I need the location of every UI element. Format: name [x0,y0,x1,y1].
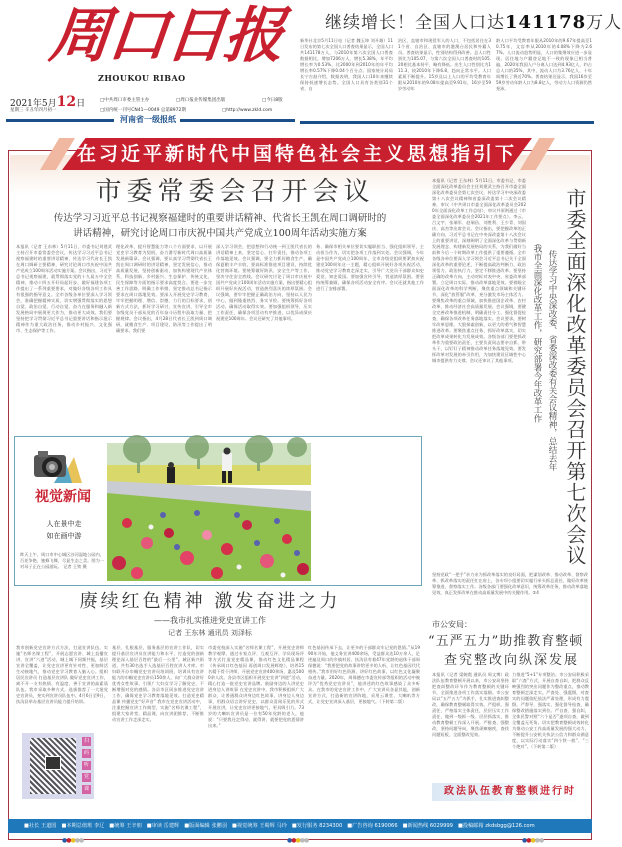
footer-item: ■视觉统筹 王蜀辉 马玲 [232,823,287,829]
story2-headline[interactable]: 赓续红色精神 激发奋进之力 [79,591,341,612]
top-story-col-2: 治区、直辖市和现役军人的人口，不包括居住在31个省、自治区、直辖市的港澳台居民和外籍人员。普查结果显示，性别结构得到改善。总人口性别比为105.07，与第六次全国人口普查时的105.20相比基本持平，略有降低。出生人口性别比为111.3，较2010年下降6.8，趋向正常水平。人口素质不断提升。15岁及以上人口的平均受教育年限从2010年的9.08年提高至9.91年，16岁至59岁劳动年 [398,38,491,91]
date-month: 5 [41,99,48,109]
story2-col-4: 红色基因传承下去，让更多的干部群众牢记党的恩情。”从1990年开始，他义务宣讲400余场，受益群众达10万余人，足迹遍及周口的乡镇村居。扶沟县有着47年党龄的退休干部周保德说：“我要把党的故事讲给更多的人听，让红色基因代代相传。”我市用好红色资源，讲好红色故事，以红色文化凝聚奋进力量。2020年，周保德在市委宣传部等组织的活动中被评为“优秀党史宣讲员”，他讲述的红色故事感染了众多听众。在我市的党史宣讲工作中，广大宣讲员各显其能，创新宣讲方式，打造新的宣讲阵地，采用云课堂、大喇叭等方式，让党史宣讲深入基层，更接地气。（下转第二版） [308,645,420,704]
reform-story-subheadline-2: 我市全面深化改革工作，研究部署今年改革工作 [532,244,542,423]
visual-news-label: 视觉新闻 [35,489,91,505]
main-story-col-2: 理化改革，提升智慧能力等八个方面要求，以开展党史学习教育为契机，奋力谱写新时代周口高质量发展新篇章。会议强调，要认真学习贯彻代省长王凯在周口调研时的讲话精神，坚定发展信心，推动高质量发展，坚持创新驱动，加快构建现代产业体系，科技创新、乡村振兴、生态保护、传统文化、民生保障等方面的指示要求高度契合。要进一步完善工作思路，明确工作举措，坚定推动总书记指示要求在周口落地见效。要深入开展党史学习教育，牢牢把握明理、增信、崇德、力行的目标要求，创新方式方法，抓好学习研讨，宣传宣讲，引导全市各级党员干部从党的百年奋斗历程中汲取力量、把握规律。会议指出，4月28日代省长王凯到周口调研，就粮食生产、项目建设、防汛等工作提出了明确要求。我们要 [116,244,212,333]
main-story-subheadline-2: 讲话精神，研究讨论周口市庆祝中国共产党成立100周年活动实施方案 [73,228,367,239]
qr-tag-1: 扫 [83,738,89,744]
story2-byline: 记者 王东林 通讯员 刘泽标 [168,629,252,637]
newspaper-logo-english: ZHOUKOU RIBAO [98,73,186,83]
story2-subheadline: ——我市扎实推进党史宣讲工作 [154,616,266,625]
reform-story-subheadline-1: 传达学习中央深改委、省委深改委有关会议精神，总结去年 [547,250,557,471]
publisher-info-2: □周口报业传媒集团出版 [176,98,226,103]
footer-item[interactable]: ■投稿邮箱 zkdsbgg@126.com [457,823,535,829]
footer-item: ■统筹 王辛朋 [109,823,142,829]
province-label: 河南省一级报纸 [120,115,176,124]
top-story-headline[interactable] [325,10,622,36]
newspaper-logo: 周口日报 [46,1,286,71]
police-story-label: 市公安局： [432,620,472,629]
footer-item: ■社长 王道国 [24,823,57,829]
publisher-info-1: □中共周口市委主管主办 [100,98,150,103]
registration-dots-left: ●●●●● [62,837,84,844]
main-story-subheadline-1: 传达学习习近平总书记视察福建时的重要讲话精神、代省长王凯在周口调研时的 [53,213,387,224]
police-banner-title: 政法队伍教育整顿进行时 [444,786,576,797]
qr-tag-2: 码 [83,750,89,756]
registration-info-1: □国内统一刊号CN41—0049 总第8972期 [100,108,186,113]
story2-col-3: 市委党校深入实施“名师名课工程”，开展党史讲师教学观摩，通过专家点评、互观互评、学员现场评等方式打造党史精品课，推动红色文化精品课程《传承周口红色基因 再创周口发展辉煌》，培养15名精干骨干讲师，开展党史宣讲400余场，惠及5000余人次。各县市区组织开展党史宣讲“四进”活动，精心打造一批党史宣讲品牌。鼓励身边的人讲党史 进身边人讲故事 在党史宣讲中，我市积极组织广大群众，让普通群众讲身边红色故事，讲身边人身边事，用群众语言讲好党史，以群众喜闻乐见的形式开展宣讲，让党史宣讲更接地气，更具吸引力。73岁的大喇叭宣讲员是一位有50年党龄的老人，他说：“只要我还走得动，就得讲，就要把党的恩情讲出来。” [208,645,304,728]
masthead-rule-left [6,119,114,122]
top-headline-prefix: 继续增长！全国人口达 [325,13,505,33]
weekday-lunar: 星期三 辛丑年四月初一 [10,108,57,113]
footer-credits [24,819,594,833]
footer-item: ■审读 岳建辉 [146,823,180,829]
police-story-headline-2[interactable]: 查究整改向纵深发展 [444,653,580,668]
main-story-headline[interactable]: 市委常委会召开会议 [95,177,375,207]
top-story-col-3: 龄人口平均受教育年限从2010年的9.67年提高至10.75年，文盲率从2010年的4.08%下降为2.67%。人口流动趋势明显，人口的集聚效应进一步显现。居住地与户籍登记地不一致的现象已相当普遍，2020年我国人户分离人口达到4.93亿人，约占总人口的35%，其中，流动人口为3.76亿人，十年间增长了将近70%。普查结果还显示，我国16岁至59岁劳动年龄人口为8.8亿人，劳动力人口资源仍然充沛。 [496,38,592,91]
flower-field-photo[interactable] [107,443,311,581]
masthead-rule-right [180,119,295,122]
story2-col-2: 基层、扎根基层，服务基层的宣讲工作队，切实提升基层宣讲员宣讲能力和水平，打造党的创新理论深入基层百姓的“最后一公里”。城区新兴街道，共有30名选手入选基层百姓宣讲人才库。市妇联开办巾帼党史宣讲员培训班，培训具有宣讲能力的巾帼党史宣讲员150余人，向广大群众讲好优秀女性故事，引领广大妇女学习了解党史，不断增强对党的感情。各县市区同步推进党史宣讲工作，确保党史学习教育落地见效。打造党史精品课 传播党史“好声音” 我市在党史宣讲活动中，注重挖掘宣讲工作典型，实施“名师名课工程”，组建大家讲堂，精品课，向宣讲团推荐，不断推动宣讲工作走深走实。 [112,645,204,722]
visual-news-title-1: 人在景中走 [46,520,82,528]
date-year: 2021 [10,99,33,109]
issue-date [10,94,98,108]
main-story-col-1: 本报讯（记者 王东林）5月11日，市委书记刘建武主持召开市委常委会会议，传达学习习近平总书记视察福建时的重要讲话精神，传达学习代省长王凯在周口调研主要精神，研究讨论周口市庆祝中国共产党成立100周年活动实施方案。会议指出，习近平总书记视察福建，就贯彻落实党的十九届五中全会精神，推动十四五开好局起好步，做好福建各项工作提出了一系列重要要求，对做好各级各项工作具有很强的指导意义。全市各级各单位要深入学习领会，准确把握精神实质，切实增强贯彻落实的思想自觉、政治自觉、行动自觉，奋力在服务和融入新发展格局中展现更大作为，推动更大成效。我们要坚持把学习贯彻习近平总书记重要讲话和指示批示精神作为重大政治任务，推动乡村振兴、文化强市、生态保护等工作。 [16,244,112,333]
footer-item: ■版面编辑 张鹏羽 [184,823,228,829]
publisher-info-3: □今日8版 [262,98,283,103]
qr-tag-5: 课 [83,786,89,792]
footer-item: ■广告咨询 6190066 [347,823,398,829]
camera-icon [30,445,82,485]
main-story-col-3: 深入学习领会，把思想和行动统一到王凯代省长的讲话精神上来，坚定信心、扛牢责任，推动各项工作落地见效。会议强调，要全力抓好粮食生产，确保夏粮丰产丰收。要高标准推进项目建设，持续优化营商环境。要统筹做好防汛、安全生产等工作，坚决守住安全底线。会议研究讨论了周口市庆祝中国共产党成立100周年活动实施方案，指出要精心组织开展好庆祝活动，营造热烈喜庆的浓厚氛围。会议强调，要牢牢把握正确政治方向，坚持以人民为中心，做到隆重热烈、务实节俭。要统筹抓好各项活动，确保活动取得实效。要加强组织领导，压实工作责任，确保各项活动有序推进，以优异成绩庆祝建党100周年。会议还研究了其他事项。 [216,244,312,321]
top-story-rule [300,121,594,124]
qr-tag-3: 听 [83,762,89,768]
date-unit-day: 日 [76,99,86,109]
reform-story-body-tail: 坚持党政“一把手”亲力亲为抓改革落实的良好局面，把谋划改革、推动改革、督察改革、抓改革落实的责任扛在肩上，各专项小组要切实履行牵头抓总责任，做好改革统筹推进、督察落实工作。各级各部门要强化改革意识，统筹改革任务，推动改革落地见效，真正发挥改革在推动高质量发展中的关键作用。②4 [432,572,588,595]
registration-info-2[interactable]: □http://www.zkld.com [222,108,273,113]
police-story-headline-1[interactable]: “五严五力”助推教育整顿 [428,634,584,649]
top-headline-number: 141178 [505,12,587,33]
footer-item: ■新闻热线 6029999 [402,823,453,829]
qr-code-center-logo [45,756,61,770]
date-unit-year: 年 [32,99,42,109]
reform-story-body: 本报讯（记者 王东林）5月11日，市委书记、市委全面深化改革委员会主任刘建武主持召开市委全面深化改革委员会第七次会议，传达学习中央深改委第十八次会议精神和省委深改委第十二次会议精神，审议《中共周口市委全面深化改革委员会2020年全面深化改革工作总结》，审议并原则通过《市委全面深化改革委员会2021年工作要点》。李云、吕文宇、张瑞军、赵瑞昌、刘胜利、王少青、刘国庆、高杰等出席会议。会议指出，要把握改革的正确方向，习近平总书记在中央深改委第十八次会议上的重要讲话，深刻阐明了全面深化改革与贯彻新发展理念、构建新发展格局的关系，为我们做好当前和今后一个时期改革工作提供了重要遵循。全市各级各单位要深入学习领会习近平总书记关于全面深化改革的重要论述，不断提高政治判断力、政治领悟力、政治执行力，坚定不移推进改革。要坚持正确的改革方向，主动对标对表中央、省委改革部署，立足周口实际，推动改革落地见效。要着眼全面深化改革的科学判断，聚焦重点领域和关键环节，深化“放管服”改革，充分激发市场主体活力。要聚焦改革的重点领域，加快推进国企改革、农村改革，推动经济社会高质量发展。会议强调，要健全完善改革推进机制，明确责任分工，强化督促检查，确保各项改革任务落地落实。会议要求，要树牢改革思维，大胆探索创新，以更大的勇气和智慧推进改革。要聚焦重点任务，抓好改革落实，切实把改革成果转化为发展成效。各级各部门要把抓改革作为重要政治责任，主要负责同志要亲自抓、带头干，以钉钉子精神推动改革任务落地见效。要发挥改革对发展的牵引作用，为加快建设区域性中心城市提供有力支撑。会议还审议了其他事项。 [432,178,526,363]
top-story-col-1: 新华社北京5月11日电（记者 魏玉坤 刘开雄）11日发布的第七次全国人口普查结果显示，全国人口共141178万人，与2010年第六次全国人口普查数据相比，增加7206万人，增长5.38%，年平均增长率为0.53%，比2000年到2010年的年平均增长率0.57%下降0.04个百分点。国家统计局局长宁吉喆介绍，数据表明，我国人口10年来继续保持低速增长态势。全国人口具有各类别31个省、自 [300,38,393,91]
police-story-col-2: 力推进“5+1”专项整治。市公安局积极采取“六查”方式，开展自查自纠，把群众反映强烈的突出问题作为整改重点，推动教育整顿走深走实。严查处、强震慑，对查实的问题依纪依法严肃处理，形成有力震慑。严督导、强落实，强化督导检查，确保整改措施落实到位。严自查、强自纠，全体民警对照“六个是否”逐项自查，做到全覆盖无死角。切实把教育整顿成效转化为推动公安工作高质量发展的强大动力，不断提升公安机关执法公信力和群众满意度，以实际行动落实“四个铁一般”、“三个绝对”。（下转第二版） [512,672,589,749]
visual-news-caption: 昨天上午，周口市中心城区沙河湿地公园内，百花争艳，蜜蜂飞舞，尽显生态之美。图为一对母子正在公园游玩。 记者 王铁 摄 [20,552,104,569]
visual-news-title-2: 如在画中游 [46,532,82,540]
main-story-col-4: 务、确保市相关单位要切实履职担当、强化组织领导，主动担当作为，切实把各项工作落到实处。会议强调，今年是中国共产党成立100周年，全市各级党组织要紧扣庆祝建党100周年这一主题，精心组织开展好各项庆祝活动，推动党史学习教育走深走实，引导广大党员干部群众知史爱党、知史爱国。要加强宣传引导，营造浓厚氛围。要坚持统筹兼顾，确保各项活动安全有序。会议还就其他工作进行了安排部署。 [316,244,424,291]
story2-col-1: 我市创新党史宣讲方式方法，打造宣讲队伍，实施“名师名课工程”，开展志愿宣讲、城上直播宣讲、宣讲“六进”活动，城上城下同频共振，基层宣讲全覆盖，让党史宣讲更有针对性、更加鲜活生动接地气，推动党史学习教育入脑入心。组织居民宣讲员 打造基层宣讲队 做好党史宣讲工作，离不开一支有热情、有温度、善于宣讲的高素质队伍。我市采取多种方式，选拔推荐了一大批党史宣讲员，充实到宣讲员队伍中。4月6日至9日，扶沟县举办基层宣讲员能力提升培训。 [16,645,108,704]
footer-item: ■发行服务 8234300 [291,823,343,829]
top-headline-suffix: 万人 [586,13,622,33]
registration-dots-center: ●●●●● [287,837,309,844]
footer-item: ■本期总值班 李辽 [61,823,105,829]
police-story-col-1: 本报讯（记者 梁婉霞 通讯员 周文博）政法队伍教育整顿开展以来，市公安局坚持把查纠整改环节作为教育整顿的关键环节，全面推进各项工作落实落细。市公安局以“五严五力”为抓手，扎实推进查纠整改，确保教育整顿取得实效。严组织、强责任，严格落实主体责任，层层压实工作责任，做到一级抓一级、层层抓落实，推动教育整顿工作深入开展。严排查、强整改，坚持问题导向，聚焦顽瘴痼疾，查找问题短板，全面整改见效。 [432,672,509,737]
banner-title: 在习近平新时代中国特色社会主义思想指引下 [76,143,517,165]
reform-story-headline[interactable]: 市委全面深化改革委员会召开第七次会议 [563,188,587,566]
date-unit-month: 月 [47,99,57,109]
date-day: 12 [56,94,77,110]
registration-dots-right: ●●●●● [522,837,544,844]
qr-tag-4: 党 [83,774,89,780]
